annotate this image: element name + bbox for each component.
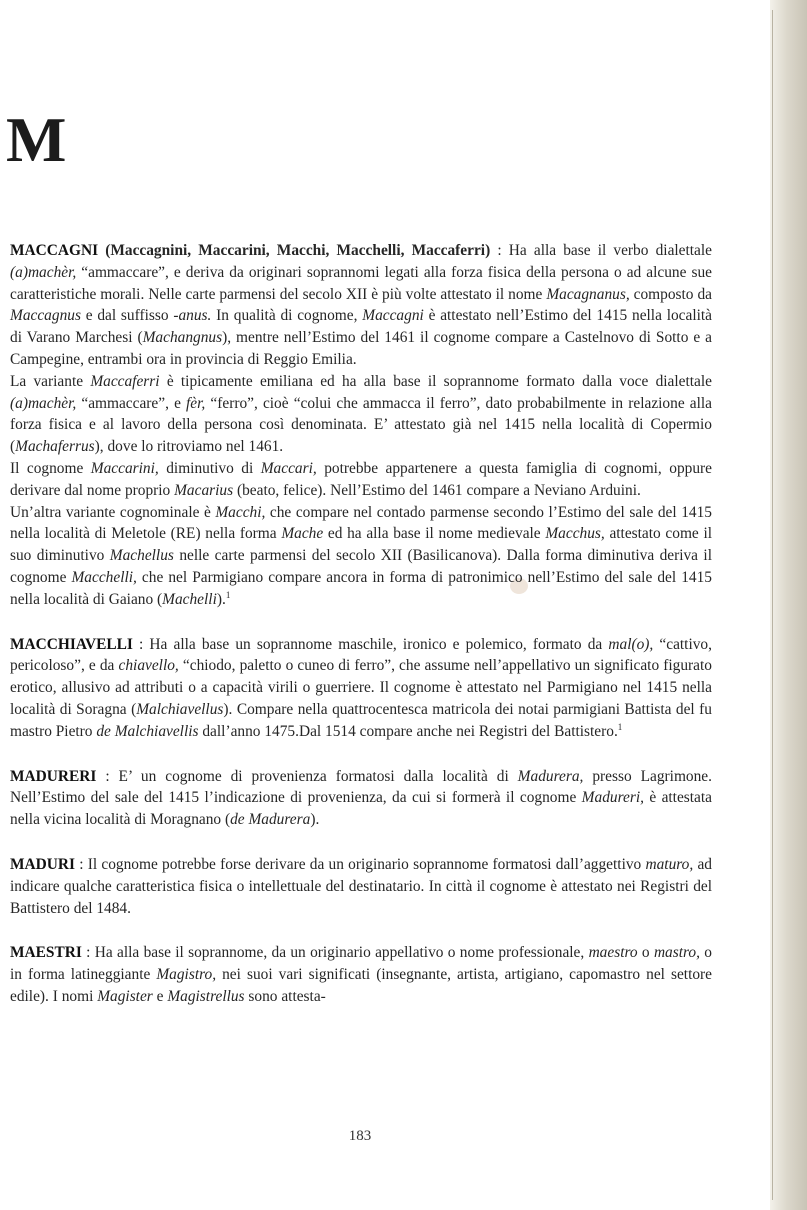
text-run: : E’ un cognome di provenienza formatosi dalla località di — [96, 767, 518, 785]
text-run: presso Lagrimone. Nell’Estimo del sale del 1415 l’indicazione di provenienza, da cui si formerà il cognome — [10, 767, 712, 807]
entry-surname: MAESTRI — [10, 944, 82, 962]
text-run: nei suoi vari significati (insegnante, artista, artigiano, capomastro nel settore edile). I nomi — [10, 966, 713, 1005]
text-run: ). — [310, 811, 320, 829]
italic-term: Madureri, — [581, 789, 644, 807]
entry-maccagni — [10, 240, 712, 611]
entry-paragraph — [10, 502, 712, 611]
italic-term: de Madurera — [230, 811, 311, 829]
text-run: (beato, felice). Nell’Estimo del 1461 compare a Neviano Arduini. — [233, 481, 641, 499]
entry-surname: MACCHIAVELLI — [10, 635, 133, 653]
entry-surname: MADURI — [10, 855, 75, 873]
footnote-ref: 1 — [225, 589, 231, 600]
italic-term: maestro — [588, 944, 638, 962]
italic-term: Mache — [281, 525, 324, 543]
text-run: ), dove lo ritroviamo nel 1461. — [94, 438, 284, 456]
text-run: “ammaccare”, e — [76, 394, 187, 412]
italic-term: Maccaferri — [90, 372, 160, 390]
text-run: “ferro”, cioè “colui che ammacca il ferro”, dato probabilmente in relazione alla forza fisica e al lavoro della persona così denominata. E’ attestato già nel 1415 nella località di Copermio ( — [10, 394, 712, 456]
italic-term: mal(o), — [608, 635, 654, 653]
italic-term: chiavello, — [118, 657, 179, 675]
text-run: Il cognome — [10, 459, 91, 477]
text-run: dall’anno 1475.Dal 1514 compare anche nei Registri del Battistero. — [198, 722, 618, 740]
entry-maduri — [10, 854, 712, 919]
text-run: è tipicamente emiliana ed ha alla base il soprannome formato dalla voce dialettale — [159, 372, 712, 390]
italic-term: Malchiavellus — [136, 700, 224, 718]
text-run: : Ha alla base il soprannome, da un originario appellativo o nome professionale, — [81, 944, 589, 962]
entry-surname: MACCAGNI — [10, 242, 99, 259]
entry-paragraph — [10, 458, 712, 502]
italic-term: mastro, — [653, 944, 700, 962]
text-run: “cattivo, pericoloso”, e da — [10, 635, 712, 675]
text-run: che compare nel contado parmense secondo l’Estimo del sale del 1415 nella località di Meletole (RE) nella forma — [10, 503, 712, 543]
entry-paragraph — [10, 854, 712, 919]
footnote-ref: 1 — [617, 721, 623, 732]
italic-term: Maccarini, — [90, 459, 159, 477]
italic-term: Machellus — [109, 547, 174, 565]
text-run: è attestato nell’Estimo del 1415 nella località di Varano Marchesi ( — [10, 307, 712, 347]
entry-variants: (Maccagnini, Maccarini, Macchi, Macchelli, Maccaferri) — [105, 242, 491, 259]
entry-paragraph — [10, 766, 712, 831]
italic-term: maturo, — [645, 855, 694, 873]
text-run: ed ha alla base il nome medievale — [323, 525, 546, 543]
text-run: attestato come il suo diminutivo — [10, 525, 712, 565]
text-run: potrebbe appartenere a questa famiglia di cognomi, oppure derivare dal nome proprio — [10, 459, 712, 499]
italic-term: Maccagnus — [10, 307, 81, 325]
italic-term: Machelli — [162, 590, 217, 608]
text-run: o in forma latineggiante — [10, 944, 713, 984]
italic-term: Macagnanus, — [546, 285, 630, 303]
text-run: e — [152, 987, 168, 1005]
italic-term: anus. — [178, 307, 212, 325]
entry-paragraph — [10, 942, 712, 1007]
text-run: composto da — [629, 285, 712, 303]
text-run: : Ha alla base un soprannome maschile, ironico e polemico, formato da — [132, 635, 609, 653]
entry-maestri — [10, 942, 712, 1007]
text-run: e dal suffisso - — [80, 307, 179, 325]
page-number: 183 — [348, 1128, 372, 1144]
italic-term: Macarius — [174, 481, 234, 499]
italic-term: Machaferrus — [15, 438, 95, 456]
text-run: In qualità di cognome, — [211, 307, 363, 325]
italic-term: Macchelli, — [71, 568, 137, 586]
italic-term: Macchus, — [545, 525, 605, 543]
italic-term: Macchi, — [215, 503, 266, 521]
italic-term: Magistrellus — [167, 987, 245, 1005]
text-run: diminutivo di — [158, 459, 261, 477]
text-run: : Il cognome potrebbe forse derivare da un originario soprannome formatosi dall’aggettivo — [74, 855, 646, 873]
text-run: ). — [216, 590, 226, 608]
italic-term: Madurera, — [517, 767, 584, 785]
gutter-edge — [772, 10, 773, 1200]
italic-term: (a)machèr, — [10, 394, 77, 412]
text-run: : Ha alla base il verbo dialettale — [490, 242, 712, 259]
text-run: ). Compare nella quattrocentesca matricola dei notai parmigiani Battista del fu mastro Pietro — [10, 700, 712, 740]
italic-term: (a)machèr, — [10, 263, 77, 281]
text-run: “ammaccare”, e deriva da originari soprannomi legati alla forza fisica della persona o ad alcune sue caratteristiche morali. Nelle carte parmensi del secolo XII è più volte attestato il nome — [10, 263, 712, 303]
entry-macchiavelli — [10, 634, 712, 743]
page-gutter — [770, 0, 807, 1210]
text-run: sono attesta- — [244, 987, 326, 1005]
text-run: che nel Parmigiano compare ancora in forma di patronimico nell’Estimo del sale del 1415 nella località di Gaiano ( — [10, 568, 712, 608]
text-run: Un’altra variante cognominale è — [10, 503, 216, 521]
text-run: è attestata nella vicina località di Moragnano ( — [10, 789, 712, 829]
text-run: La variante — [10, 372, 91, 390]
entry-madureri — [10, 766, 712, 831]
italic-term: Magistro, — [156, 966, 217, 984]
text-run: ad indicare qualche caratteristica fisica o intellettuale del destinatario. In città il cognome è attestato nei Registri del Battistero del 1484. — [10, 855, 712, 917]
italic-term: Maccari, — [260, 459, 317, 477]
italic-term: Maccagni — [362, 307, 424, 325]
text-run: “chiodo, paletto o cuneo di ferro”, che assume nell’appellativo un significato figurato erotico, allusivo ad attributi o a capacità virili o guerriere. Il cognome è attestato nel Parmigiano nel 1415 nella località di Soragna ( — [10, 657, 712, 718]
italic-term: Magister — [97, 987, 153, 1005]
dictionary-entries — [10, 240, 712, 1031]
entry-surname: MADURERI — [10, 767, 97, 785]
italic-term: Machangnus — [142, 329, 223, 347]
entry-paragraph — [10, 634, 712, 743]
italic-term: fèr, — [186, 394, 206, 412]
text-run: ), mentre nell’Estimo del 1461 il cognome compare a Castelnovo di Sotto e a Campegine, entrambi ora in provincia di Reggio Emilia. — [10, 329, 712, 368]
italic-term: de Malchiavellis — [96, 722, 199, 740]
text-run: o — [637, 944, 654, 962]
entry-paragraph — [10, 240, 712, 371]
section-letter: M — [6, 104, 67, 175]
text-run: nelle carte parmensi del secolo XII (Basilicanova). Dalla forma diminutiva deriva il cognome — [10, 547, 712, 586]
entry-paragraph — [10, 371, 712, 458]
